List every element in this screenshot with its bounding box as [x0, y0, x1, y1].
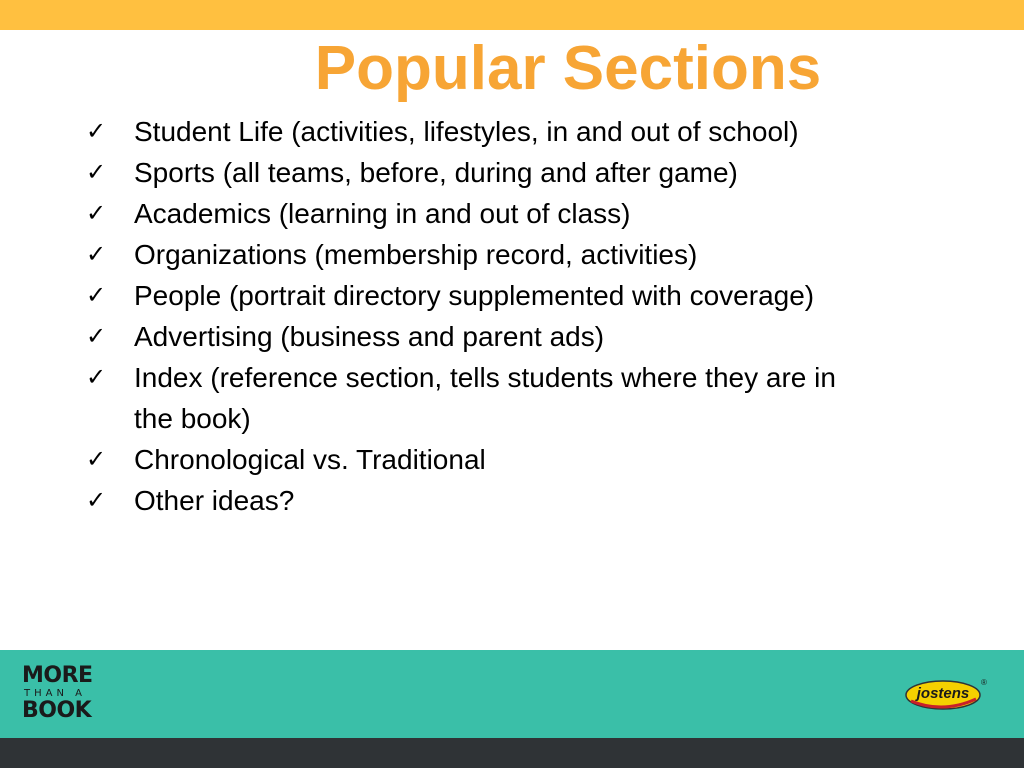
- check-icon: ✓: [86, 322, 107, 350]
- bullet-text: Sports (all teams, before, during and after game): [134, 157, 738, 188]
- bullet-text: Other ideas?: [134, 485, 295, 516]
- bullet-list: [84, 111, 844, 521]
- bullet-item: [84, 480, 844, 521]
- check-icon: ✓: [86, 199, 107, 227]
- check-icon: ✓: [86, 240, 107, 268]
- bullet-item: [84, 316, 844, 357]
- bullet-item: [84, 193, 844, 234]
- more-than-a-book-logo: [22, 665, 102, 725]
- check-icon: ✓: [86, 445, 107, 473]
- bottom-dark-bar: [0, 738, 1024, 768]
- check-icon: ✓: [86, 281, 107, 309]
- bullet-item: [84, 275, 844, 316]
- bullet-item: [84, 357, 844, 439]
- bullet-text: Chronological vs. Traditional: [134, 444, 486, 475]
- bullet-text: Organizations (membership record, activities): [134, 239, 698, 270]
- logo-line-more: MORE: [22, 663, 93, 688]
- check-icon: ✓: [86, 117, 107, 145]
- bullet-text: Index (reference section, tells students where they are in the book): [134, 362, 836, 434]
- bullet-item: [84, 152, 844, 193]
- logo-line-book: BOOK: [22, 698, 92, 723]
- bullet-text: Student Life (activities, lifestyles, in and out of school): [134, 116, 799, 147]
- logo-line-than-a: THAN A: [24, 688, 86, 699]
- check-icon: ✓: [86, 486, 107, 514]
- bullet-item: [84, 234, 844, 275]
- jostens-logo-text: jostens: [916, 685, 970, 702]
- slide-title: Popular Sections: [314, 34, 822, 103]
- footer-band: [0, 650, 1024, 738]
- check-icon: ✓: [86, 363, 107, 391]
- check-icon: ✓: [86, 158, 107, 186]
- top-accent-bar: [0, 0, 1024, 30]
- bullet-text: Advertising (business and parent ads): [134, 321, 605, 352]
- jostens-logo-mark: [903, 675, 989, 715]
- bullet-text: People (portrait directory supplemented with coverage): [134, 280, 815, 311]
- bullet-item: [84, 111, 844, 152]
- bullet-text: Academics (learning in and out of class): [134, 198, 631, 229]
- bullet-item: [84, 439, 844, 480]
- registered-mark: ®: [981, 678, 987, 687]
- jostens-logo: [903, 675, 989, 715]
